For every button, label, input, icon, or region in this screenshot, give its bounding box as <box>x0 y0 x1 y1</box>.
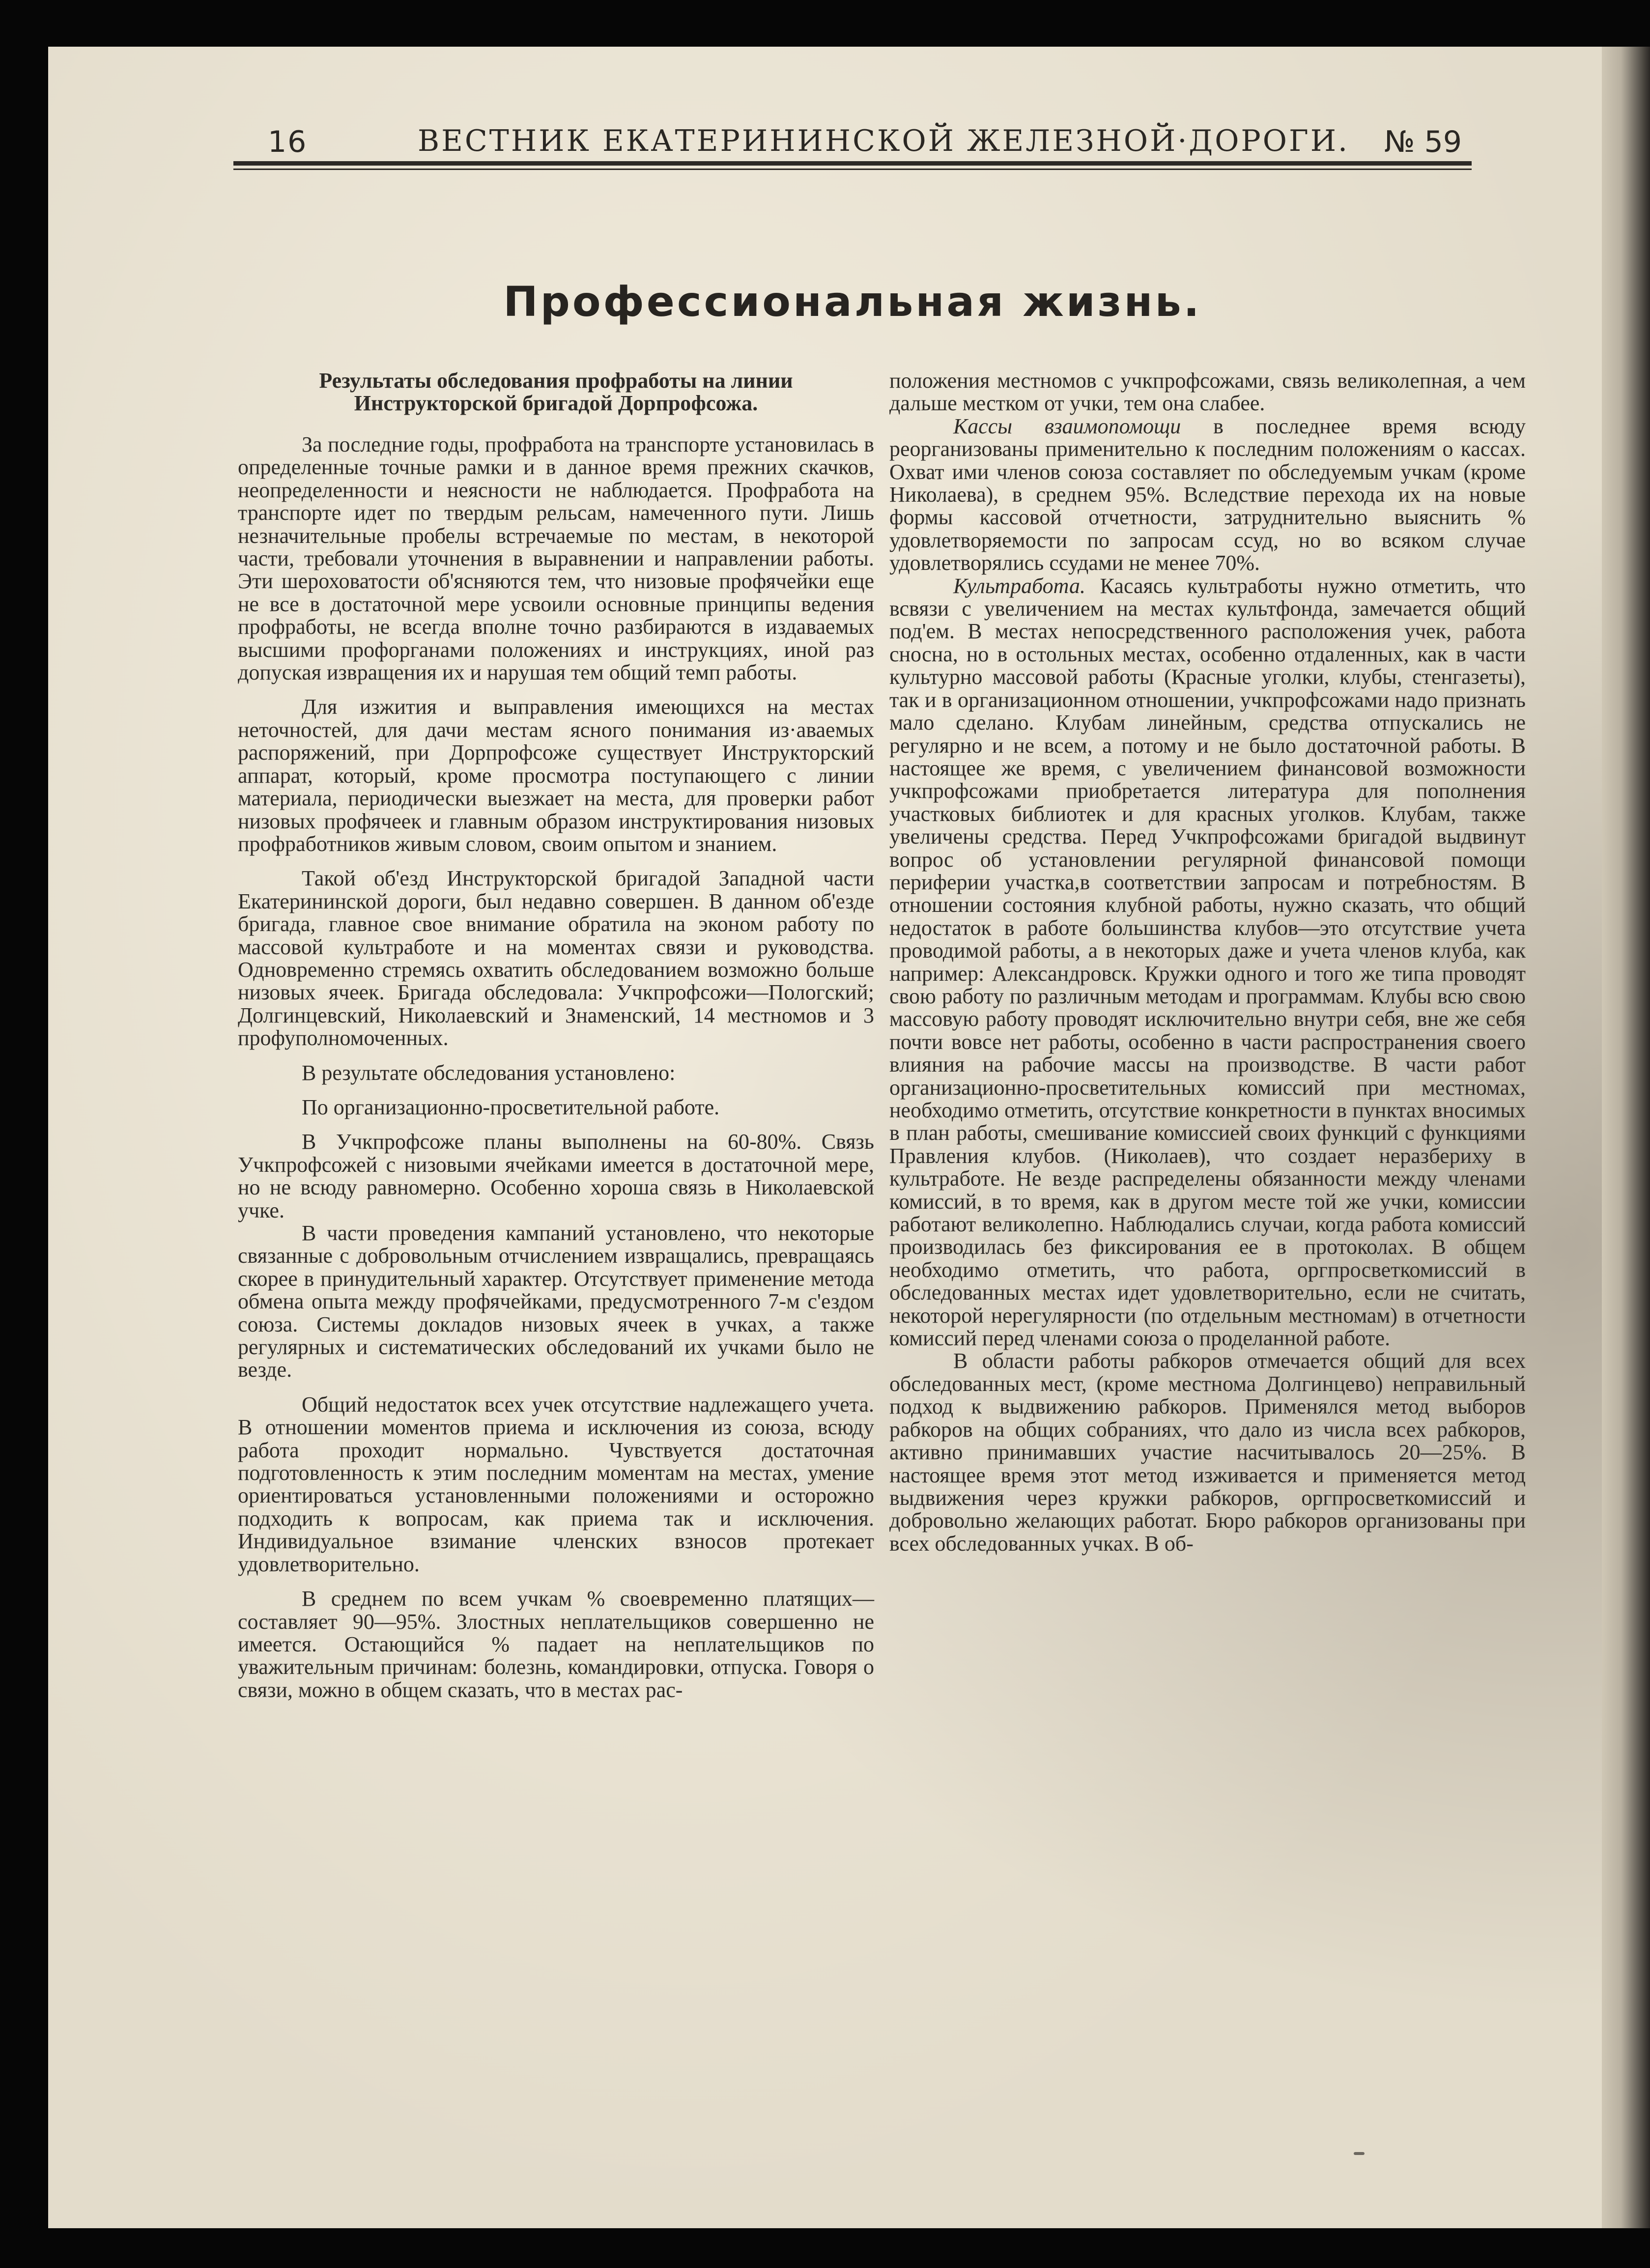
paragraph-text: Касаясь культработы нужно отметить, что всвязи с увеличением на местах культфонда, замечается общий под'ем. В местах непосредственного расположения учек, работа сносна, но в остольных местах, особенно отдаленных, как в части культурно массовой работы (Красные уголки, клубы, стенгазеты), так и в организационном отношении, учкпрофсожами надо признать мало сделано. Клубам линейным, средства отпускались не регулярно и не всем, а потому и не было достаточной работы. В настоящее же время, с увеличением финансовой возможности учкпрофсожами приобретается литература для пополнения участковых библиотек и для красных уголков. Клубам, также увеличены средства. Перед Учкпрофсожами бригадой выдвинут вопрос об установлении регулярной финансовой помощи периферии участка,в соответствии запросам и потребностям. В отношении состояния клубной работы, нужно сказать, что общий недостаток в работе большинства клубов—это отсутствие учета проводимой работы, а в некоторых даже и учета членов клуба, как например: Александровск. Кружки одного и того же типа проводят свою работу по различным методам и программам. Клубы всю свою массовую работу проводят исключительно внутри себя, вне же себя почти вовсе нет работы, особенно в части распространения своего влияния на рабочие массы на производстве. В части работ организационно-просветительных комиссий при местномах, необходимо отметить, отсутствие конкретности в пунктах вносимых в план работы, смешивание комиссией своих функций с функциями Правления клубов. (Николаев), что создает неразбериху в культработе. Не везде распределены обязанности между членами комиссий, в то время, как в другом месте той же учки, комиссии работают великолепно. Наблюдались случаи, когда работа комиссий производилась без фиксирования ее в протоколах. В общем необходимо отметить, что работа, оргпросветкомиссий в обследованных местах идет удовлетворительно, если не считать, некоторой нерегулярности (по отдельным местномам) в отчетности комиссий перед членами союза о проделанной работе. <box>889 573 1526 1351</box>
paragraph: В среднем по всем учкам % своевременно платящих—составляет 90—95%. Злостных неплательщиков совершенно не имеется. Остающийся % падает на неплательщиков по уважительным причинам: болезнь, командировки, отпуска. Говоря о связи, можно в общем сказать, что в местах рас- <box>238 1587 874 1702</box>
paragraph: В Учкпрофсоже планы выполнены на 60-80%. Связь Учкпрофсожей с низовыми ячейками имеется в достаточной мере, но не всюду равномерно. Особенно хороша связь в Николаевской учке. <box>238 1130 874 1222</box>
right-column <box>889 369 1526 1555</box>
paragraph: В части проведения кампаний установлено, что некоторые связанные с добровольным отчислением извращались, превращаясь скорее в принудительный характер. Отсутствует применение метода обмена опыта между профячейками, предусмотренного 7-м с'ездом союза. Системы докладов низовых ячеек в учках, а также регулярных и систематических обследований их учками было не везде. <box>238 1221 874 1382</box>
paragraph: В результате обследования установлено: <box>302 1060 676 1085</box>
paragraph: В области работы рабкоров отмечается общий для всех обследованных мест, (кроме местнома Долгинцево) неправильный подход к выдвижению рабкоров. Применялся метод выборов рабкоров на общих собраниях, что дало из числа всех рабкоров, активно принимавших участие насчитывалось 20—25%. В настоящее время этот метод изживается и применяется метод выдвижения через кружки рабкоров, оргпросветкомиссий и добровольно желающих работат. Бюро рабкоров организованы при всех обследованных учках. В об- <box>889 1349 1526 1556</box>
paragraph: Общий недостаток всех учек отсутствие надлежащего учета. В отношении моментов приема и исключения из союза, всюду работа проходит нормально. Чувствуется достаточная подготовленность к этим последним моментам на местах, умение ориентироваться установленными положениями и осторожно подходить к вопросам, как приема так и исключения. Индивидуальное взимание членских взносов протекает удовлетворительно. <box>238 1392 874 1576</box>
header-rule-thin <box>233 169 1472 170</box>
paragraph-lead: Культработа. <box>953 573 1085 598</box>
paragraph-lead: Кассы взаимопомощи <box>953 414 1181 438</box>
paragraph <box>889 415 1526 575</box>
ink-smudge <box>1354 2152 1365 2155</box>
paragraph <box>889 575 1526 1350</box>
next-page-edge <box>1602 47 1650 2228</box>
paragraph-text: в последнее время всюду реорганизованы применительно к последним положениям о кассах. Охват ими членов союза составляет по обследуемым учкам (кроме Николаева), в среднем 95%. Вследствие перехода их на новые формы кассовой отчетности, затруднительно выяснить % удовлетворяемости по запросам ссуд, но во всяком случае удовлетворялись ссудами не менее 70%. <box>889 414 1526 575</box>
issue-number: № 59 <box>1384 125 1462 159</box>
journal-title: ВЕСТНИК ЕКАТЕРИНИНСКОЙ ЖЕЛЕЗНОЙ·ДОРОГИ. <box>418 124 1350 158</box>
paragraph: Для изжития и выправления имеющихся на местах неточностей, для дачи местам ясного понимания из·аваемых распоряжений, при Дорпрофсоже существует Инструкторский аппарат, который, кроме просмотра поступающего с линии материала, периодически выезжает на места, для проверки работ низовых профячеек и главным образом инструктирования низовых профработников живым словом, своим опытом и знанием. <box>238 695 874 856</box>
article-heading-line: Инструкторской бригадой Дорпрофсожа. <box>354 391 758 415</box>
header-rule-thick <box>233 161 1472 166</box>
section-title: Профессиональная жизнь. <box>503 278 1202 326</box>
left-column <box>238 369 874 1701</box>
paragraph: Такой об'езд Инструкторской бригадой Западной части Екатерининской дороги, был недавно совершен. В данном об'езде бригада, главное свое внимание обратила на эконом работу по массовой культработе и на моментах связи и руководства. Одновременно стремясь охватить обследованием возможно больше низовых ячеек. Бригада обследовала: Учкпрофсожи—Пологский; Долгинцевский, Николаевский и Знаменский, 14 местномов и 3 профуполномоченных. <box>238 866 874 1050</box>
paragraph: За последние годы, профработа на транспорте установилась в определенные точные рамки и в данное время прежних скачков, неопределенности и неясности не наблюдается. Профработа на транспорте идет по твердым рельсам, намеченного пути. Лишь незначительные пробелы встречаемые по местам, в некоторой части, требовали уточнения в выравнении и направлении работы. Эти шероховатости об'ясняются тем, что низовые профячейки еще не все в достаточной мере усвоили основные принципы ведения профработы, не всегда вполне точно разбираются в издаваемых высшими профорганами положениях и инструкциях, иной раз допуская извращения их и нарушая тем общий темп работы. <box>238 432 874 685</box>
subheading: По организационно-просветительной работе. <box>302 1095 720 1119</box>
article-heading-line: Результаты обследования профработы на линии <box>319 369 793 393</box>
page-number: 16 <box>268 125 308 159</box>
paragraph: положения местномов с учкпрофсожами, связь великолепная, а чем дальше местком от учки, тем она слабее. <box>889 369 1526 416</box>
article-heading <box>238 369 874 415</box>
